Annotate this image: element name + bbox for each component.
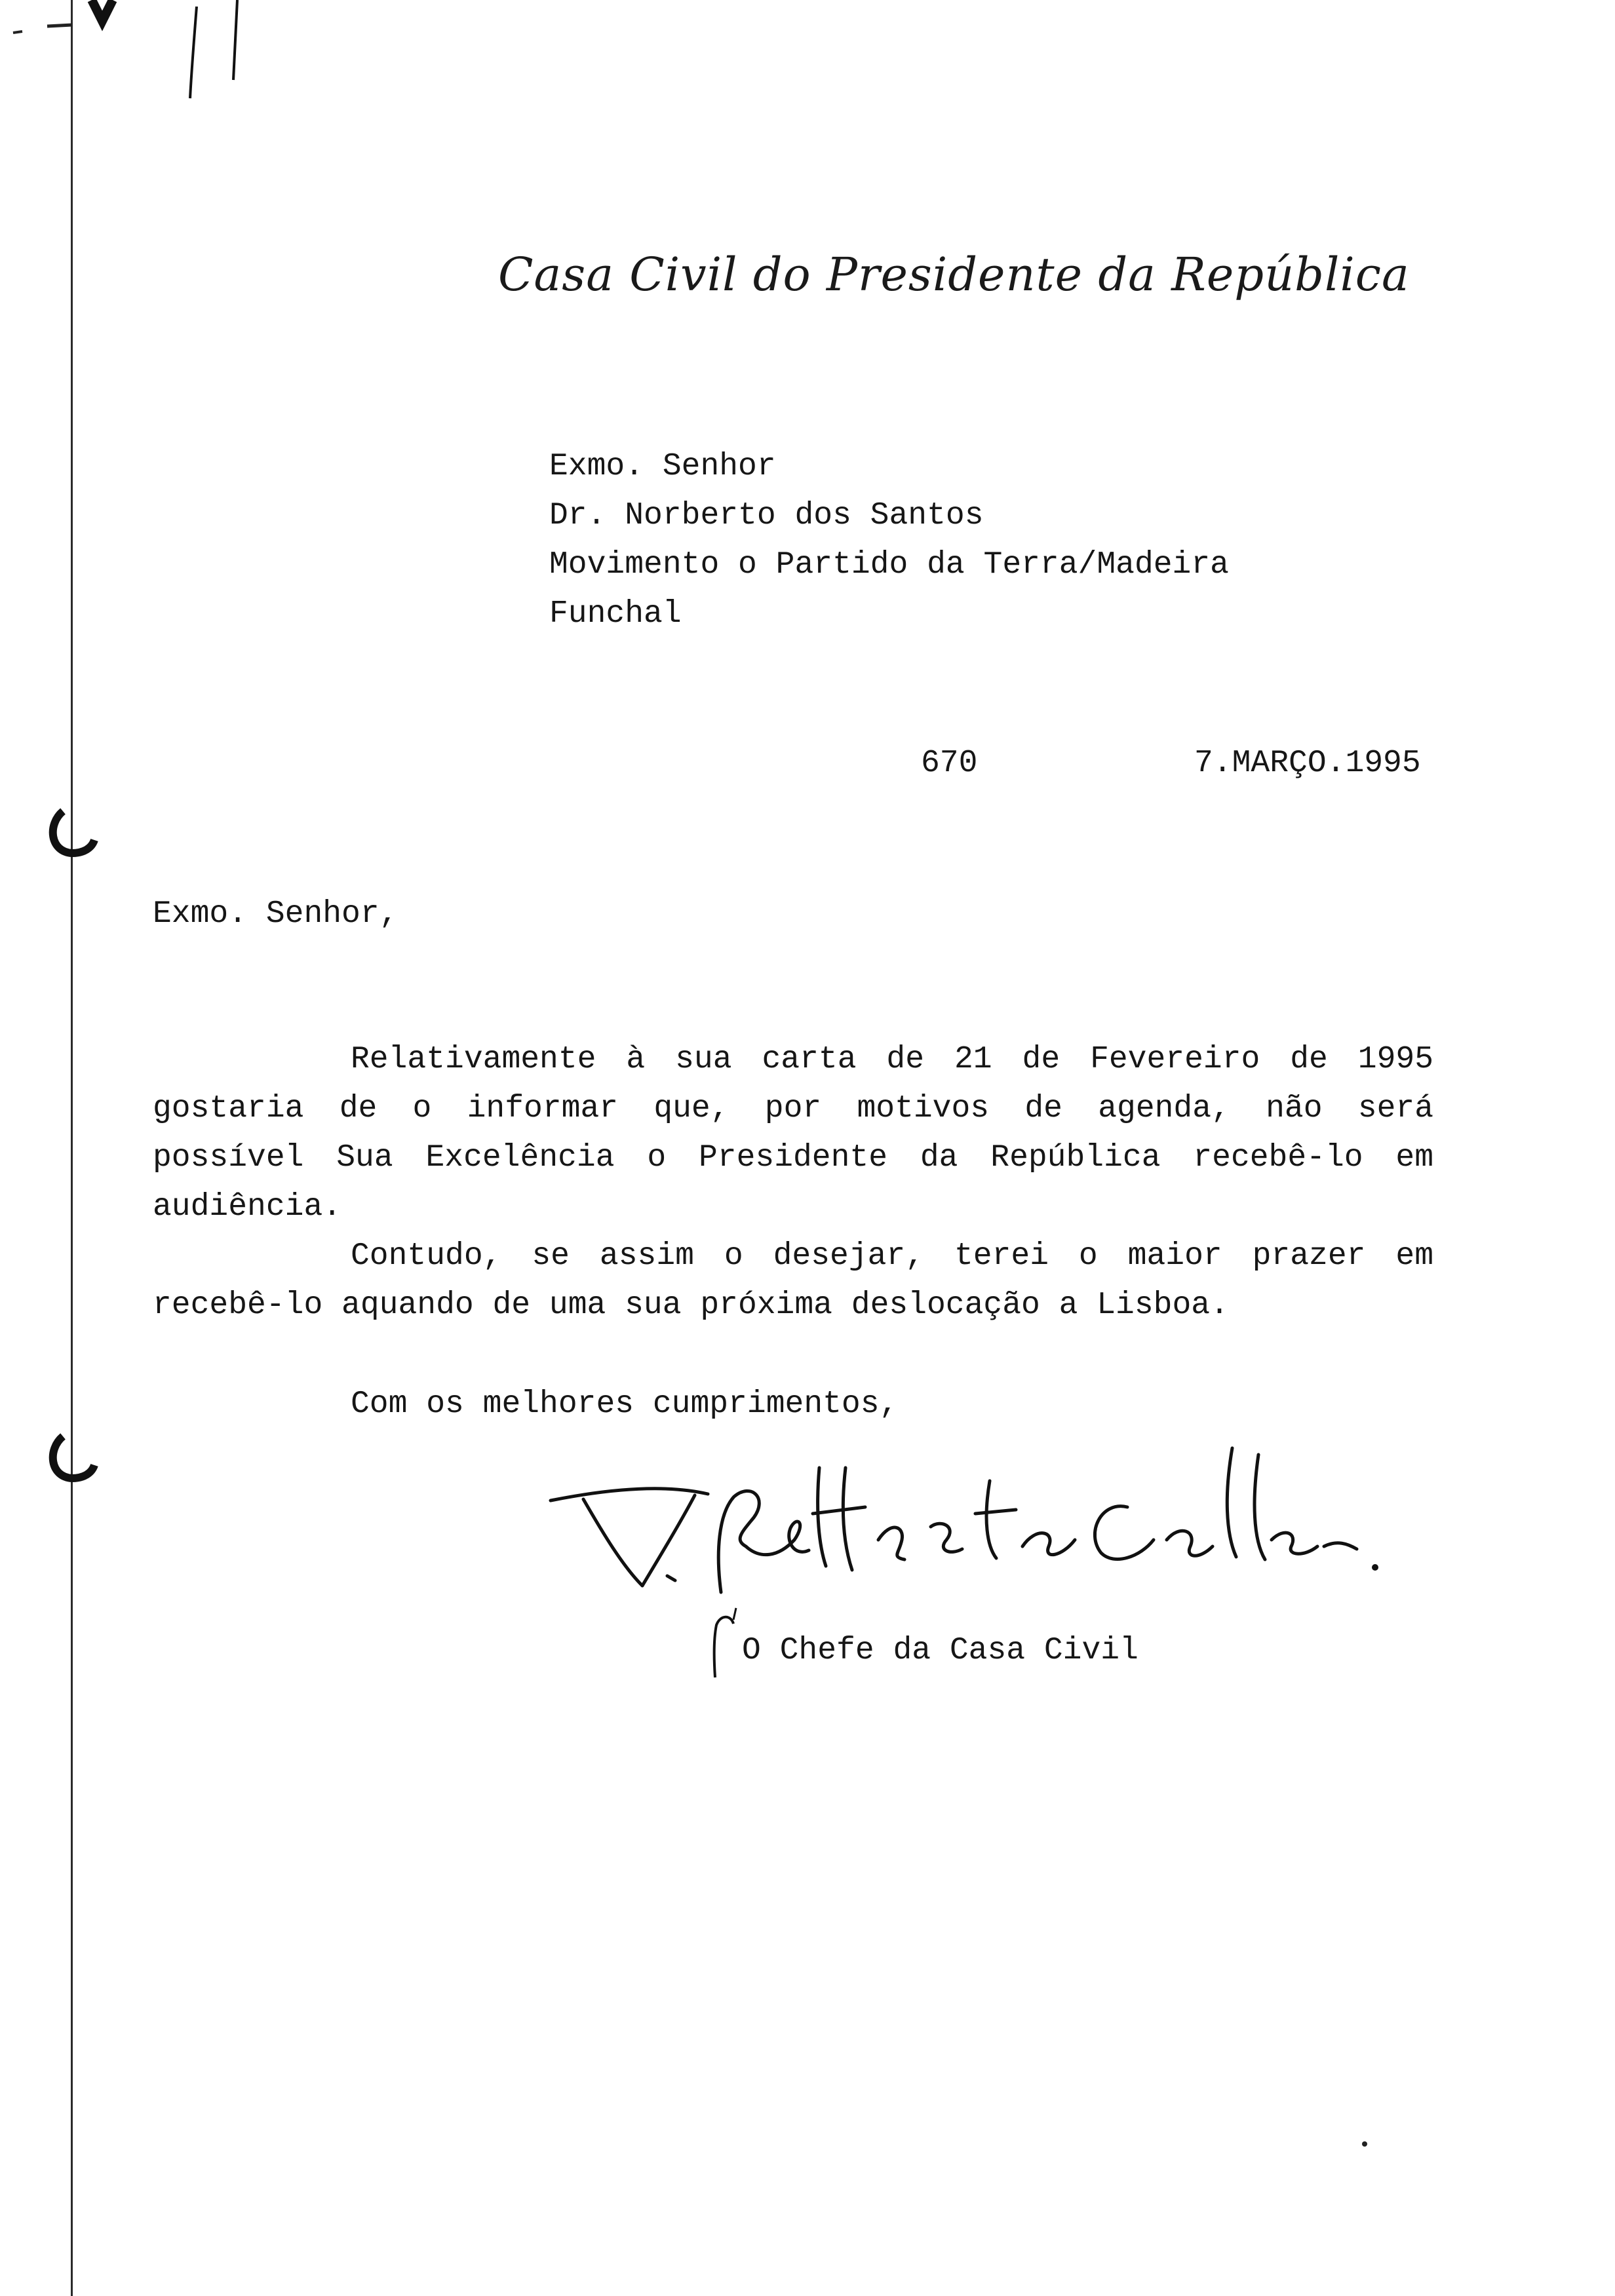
stray-dot — [1361, 2140, 1369, 2148]
body-line: Contudo, se assim o desejar, terei o maior prazer em — [351, 1238, 1433, 1274]
handwritten-signature — [537, 1442, 1390, 1612]
body-line: recebê-lo aquando de uma sua próxima deslocação a Lisboa. — [153, 1288, 1229, 1323]
address-line: Movimento o Partido da Terra/Madeira — [549, 547, 1229, 583]
reference-number: 670 — [921, 746, 978, 781]
address-line: Funchal — [549, 596, 682, 632]
address-line: Exmo. Senhor — [549, 449, 776, 484]
closing: Com os melhores cumprimentos, — [351, 1387, 899, 1422]
punch-hole-mark-upper — [43, 805, 102, 864]
top-handwritten-marks — [0, 0, 275, 111]
punch-hole-mark-lower — [43, 1430, 102, 1489]
per-procuration-mark — [705, 1605, 744, 1684]
salutation: Exmo. Senhor, — [153, 896, 399, 932]
letter-date: 7.MARÇO.1995 — [1194, 746, 1421, 781]
body-line: audiência. — [153, 1189, 342, 1225]
margin-rule — [71, 0, 73, 2296]
body-line: Relativamente à sua carta de 21 de Fevereiro de 1995 — [351, 1042, 1433, 1077]
letterhead: Casa Civil do Presidente da República — [498, 248, 1410, 301]
body-line: possível Sua Excelência o Presidente da República recebê-lo em — [153, 1140, 1433, 1176]
address-line: Dr. Norberto dos Santos — [549, 498, 984, 533]
signature-title: O Chefe da Casa Civil — [742, 1633, 1138, 1668]
body-line: gostaria de o informar que, por motivos de agenda, não será — [153, 1091, 1433, 1126]
